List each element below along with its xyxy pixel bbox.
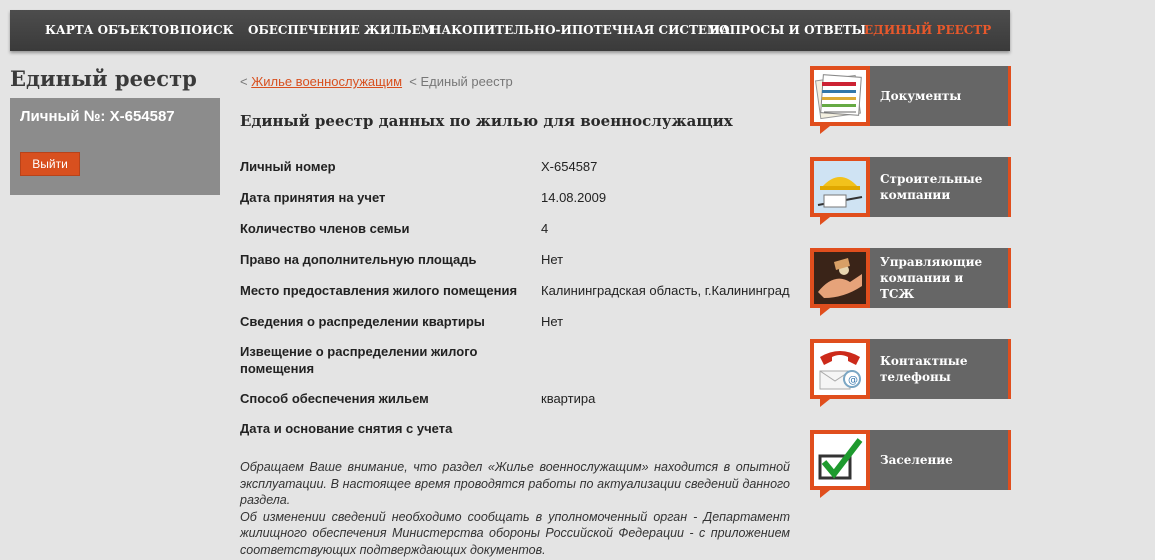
field-label-provision-method: Способ обеспечения жильем [240,391,429,406]
field-value-provision-method: квартира [541,391,596,406]
nav-item-faq[interactable]: ВОПРОСЫ И ОТВЕТЫ [709,23,867,37]
breadcrumb-link-housing[interactable]: Жилье военнослужащим [251,74,403,89]
field-value-housing-location: Калининградская область, г.Калининград [541,283,790,298]
construction-icon [814,161,866,213]
field-label-housing-location: Место предоставления жилого помещения [240,283,518,298]
field-value-extra-area: Нет [541,252,564,267]
field-value-personal-number: Х-654587 [541,159,598,174]
card-edge [1008,430,1011,490]
handshake-icon [814,252,866,304]
card-tail [820,490,830,498]
nav-item-search[interactable]: ПОИСК [180,23,234,37]
card-edge [1008,248,1011,308]
field-value-registration-date: 14.08.2009 [541,190,607,205]
field-label-personal-number: Личный номер [240,159,336,174]
checkmark-icon [814,434,866,486]
documents-icon [814,70,866,122]
card-tail [820,126,830,134]
card-management-companies[interactable] [810,248,1009,308]
top-navigation [10,10,1010,51]
card-tail [820,217,830,225]
card-label-documents: Документы [880,89,962,103]
nav-item-housing[interactable]: ОБЕСПЕЧЕНИЕ ЖИЛЬЕМ [248,23,435,37]
card-thumb [810,157,870,217]
field-value-apartment-distribution: Нет [541,314,564,329]
card-tail [820,308,830,316]
notice-paragraph: Обращаем Ваше внимание, что раздел «Жилье военнослужащим» находится в опытной эксплуатации. В настоящее время проводятся работы по актуализации сведений данного раздела. [240,460,790,507]
card-label-management: Управляющие компании и ТСЖ [880,255,983,301]
card-documents[interactable] [810,66,1009,126]
card-edge [1008,66,1011,126]
field-label-apartment-distribution: Сведения о распределении квартиры [240,314,485,329]
login-box [10,98,220,195]
card-contact-phones[interactable] [810,339,1009,399]
field-label-distribution-notice: Извещение о распределении жилого помещения [240,344,478,376]
field-label-extra-area: Право на дополнительную площадь [240,252,477,267]
page-title: Единый реестр данных по жилью для военнослужащих [240,112,733,130]
page-heading: Единый реестр [10,66,197,91]
notice-paragraph: Об изменении сведений необходимо сообщать в уполномоченный орган - Департамент жилищного обеспечения Министерства обороны Российской Федерации - с приложением соответствующих подтверждающих документов. [240,509,790,557]
card-settlement[interactable] [810,430,1009,490]
breadcrumb [240,74,513,89]
card-label-contacts: Контактные телефоны [880,354,968,384]
svg-text:@: @ [848,375,858,386]
personal-number-label: Личный №: Х-654587 [20,108,175,125]
card-edge [1008,339,1011,399]
card-thumb [810,339,870,399]
card-label-settlement: Заселение [880,453,953,467]
nav-item-mortgage[interactable]: НАКОПИТЕЛЬНО-ИПОТЕЧНАЯ СИСТЕМА [430,23,731,37]
field-label-deregistration: Дата и основание снятия с учета [240,421,453,436]
logout-button[interactable]: Выйти [20,152,80,176]
phone-icon [814,343,866,395]
card-tail [820,399,830,407]
card-thumb [810,66,870,126]
field-label-registration-date: Дата принятия на учет [240,190,386,205]
card-thumb [810,248,870,308]
nav-item-registry[interactable]: ЕДИНЫЙ РЕЕСТР [864,23,992,37]
field-label-family-members: Количество членов семьи [240,221,410,236]
breadcrumb-separator: < [240,74,248,89]
breadcrumb-separator: < [409,74,417,89]
field-value-family-members: 4 [541,221,549,236]
card-construction-companies[interactable] [810,157,1009,217]
card-edge [1008,157,1011,217]
breadcrumb-current: Единый реестр [420,74,513,89]
card-thumb [810,430,870,490]
nav-item-map[interactable]: КАРТА ОБЪЕКТОВ [45,23,180,37]
card-label-construction: Строительные компании [880,172,983,202]
notice-text [240,459,790,558]
